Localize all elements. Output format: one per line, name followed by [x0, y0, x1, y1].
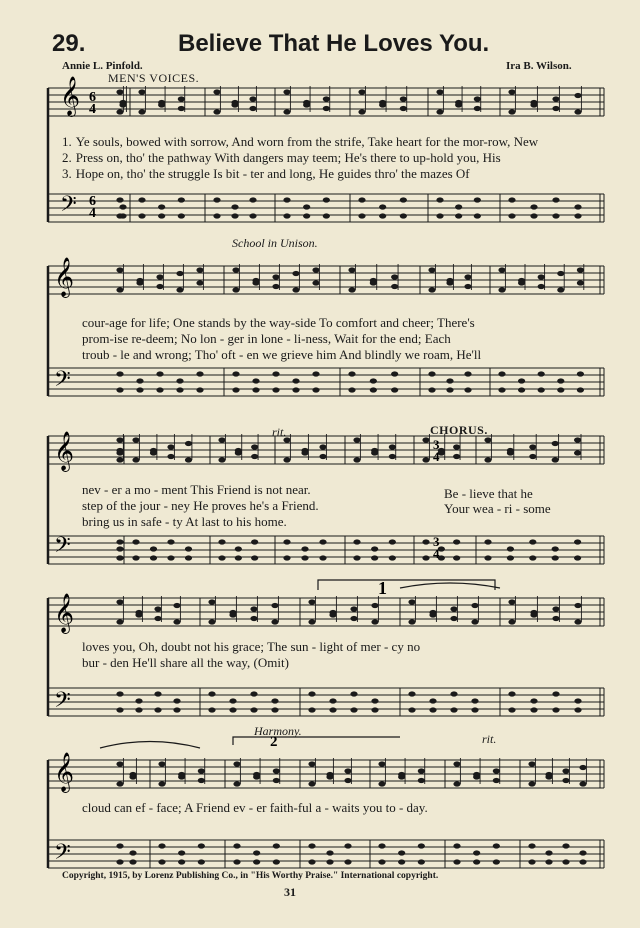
lyric-line: cloud can ef - face; A Friend ev - er faith-ful a - waits you to - day. — [82, 800, 428, 815]
chorus-time-bottom: 4 — [433, 449, 440, 464]
note-heads — [116, 86, 586, 865]
chorus-marking: CHORUS. — [430, 423, 488, 437]
first-ending-number: 1 — [378, 578, 387, 598]
treble-clef-icon: 𝄞 — [54, 431, 75, 471]
second-ending-number: 2 — [270, 734, 278, 750]
first-ending-bracket — [318, 580, 495, 590]
copyright-notice: Copyright, 1915, by Lorenz Publishing Co., in "His Worthy Praise." International copyright. — [62, 871, 439, 881]
time-signature-top: 6 — [89, 90, 96, 105]
bass-clef-icon: 𝄢 — [54, 840, 71, 870]
ritardando-marking: rit. — [482, 732, 497, 746]
lyric-line: 2. Press on, tho' the pathway With dangers may teem; He's there to up-hold you, His — [62, 150, 501, 165]
chorus-bass-time-top: 3 — [433, 534, 440, 549]
bass-time-signature-top: 6 — [89, 194, 96, 209]
lyric-line: prom-ise re-deem; No lon - ger in lone - li-ness, Wait for the end; Each — [82, 331, 451, 346]
lyric-line: cour-age for life; One stands by the way-side To comfort and cheer; There's — [82, 315, 475, 330]
chorus-time-top: 3 — [433, 437, 440, 452]
treble-clef-icon: 𝄞 — [54, 593, 75, 633]
bass-clef-icon: 𝄢 — [54, 533, 71, 563]
lyric-line: 1. Ye souls, bowed with sorrow, And worn from the strife, Take heart for the mor-row, New — [62, 134, 539, 149]
lyricist-credit: Annie L. Pinfold. — [62, 60, 143, 72]
page-number: 31 — [284, 885, 296, 899]
lyric-line: 3. Hope on, tho' the struggle Is bit - ter and long, He guides thro' the mazes Of — [62, 166, 470, 181]
lyric-line: bring us in safe - ty At last to his home. — [82, 514, 287, 529]
lyric-line: step of the jour - ney He proves he's a Friend. — [82, 498, 319, 513]
lyric-line: nev - er a mo - ment This Friend is not near. — [82, 482, 311, 497]
lyric-line: bur - den He'll share all the way, (Omit) — [82, 655, 289, 670]
bass-time-signature-bottom: 4 — [89, 206, 96, 221]
lyric-line: loves you, Oh, doubt not his grace; The sun - light of mer - cy no — [82, 639, 421, 654]
school-unison-marking: School in Unison. — [232, 236, 318, 250]
chorus-bass-time-bottom: 4 — [433, 546, 440, 561]
ritardando-marking: rit. — [272, 425, 287, 439]
treble-clef-icon: 𝄞 — [60, 76, 81, 116]
harmony-marking: Harmony. — [254, 724, 302, 738]
hymn-number: 29. — [52, 30, 86, 57]
chorus-lyric-line: Your wea - ri - some — [444, 501, 551, 516]
composer-credit: Ira B. Wilson. — [506, 60, 572, 72]
voicing-label: MEN'S VOICES. — [108, 71, 200, 85]
time-signature-bottom: 4 — [89, 102, 96, 117]
hymn-title: Believe That He Loves You. — [178, 30, 490, 57]
bass-clef-icon: 𝄢 — [54, 367, 71, 397]
treble-clef-icon: 𝄞 — [54, 752, 75, 792]
treble-clef-icon: 𝄞 — [54, 257, 75, 297]
lyric-line: troub - le and wrong; Tho' oft - en we grieve him And blindly we roam, He'll — [82, 347, 482, 362]
staff-lines — [48, 88, 604, 868]
bass-clef-icon: 𝄢 — [54, 688, 71, 718]
bass-clef-icon: 𝄢 — [60, 192, 77, 222]
chorus-lyric-line: Be - lieve that he — [444, 486, 533, 501]
